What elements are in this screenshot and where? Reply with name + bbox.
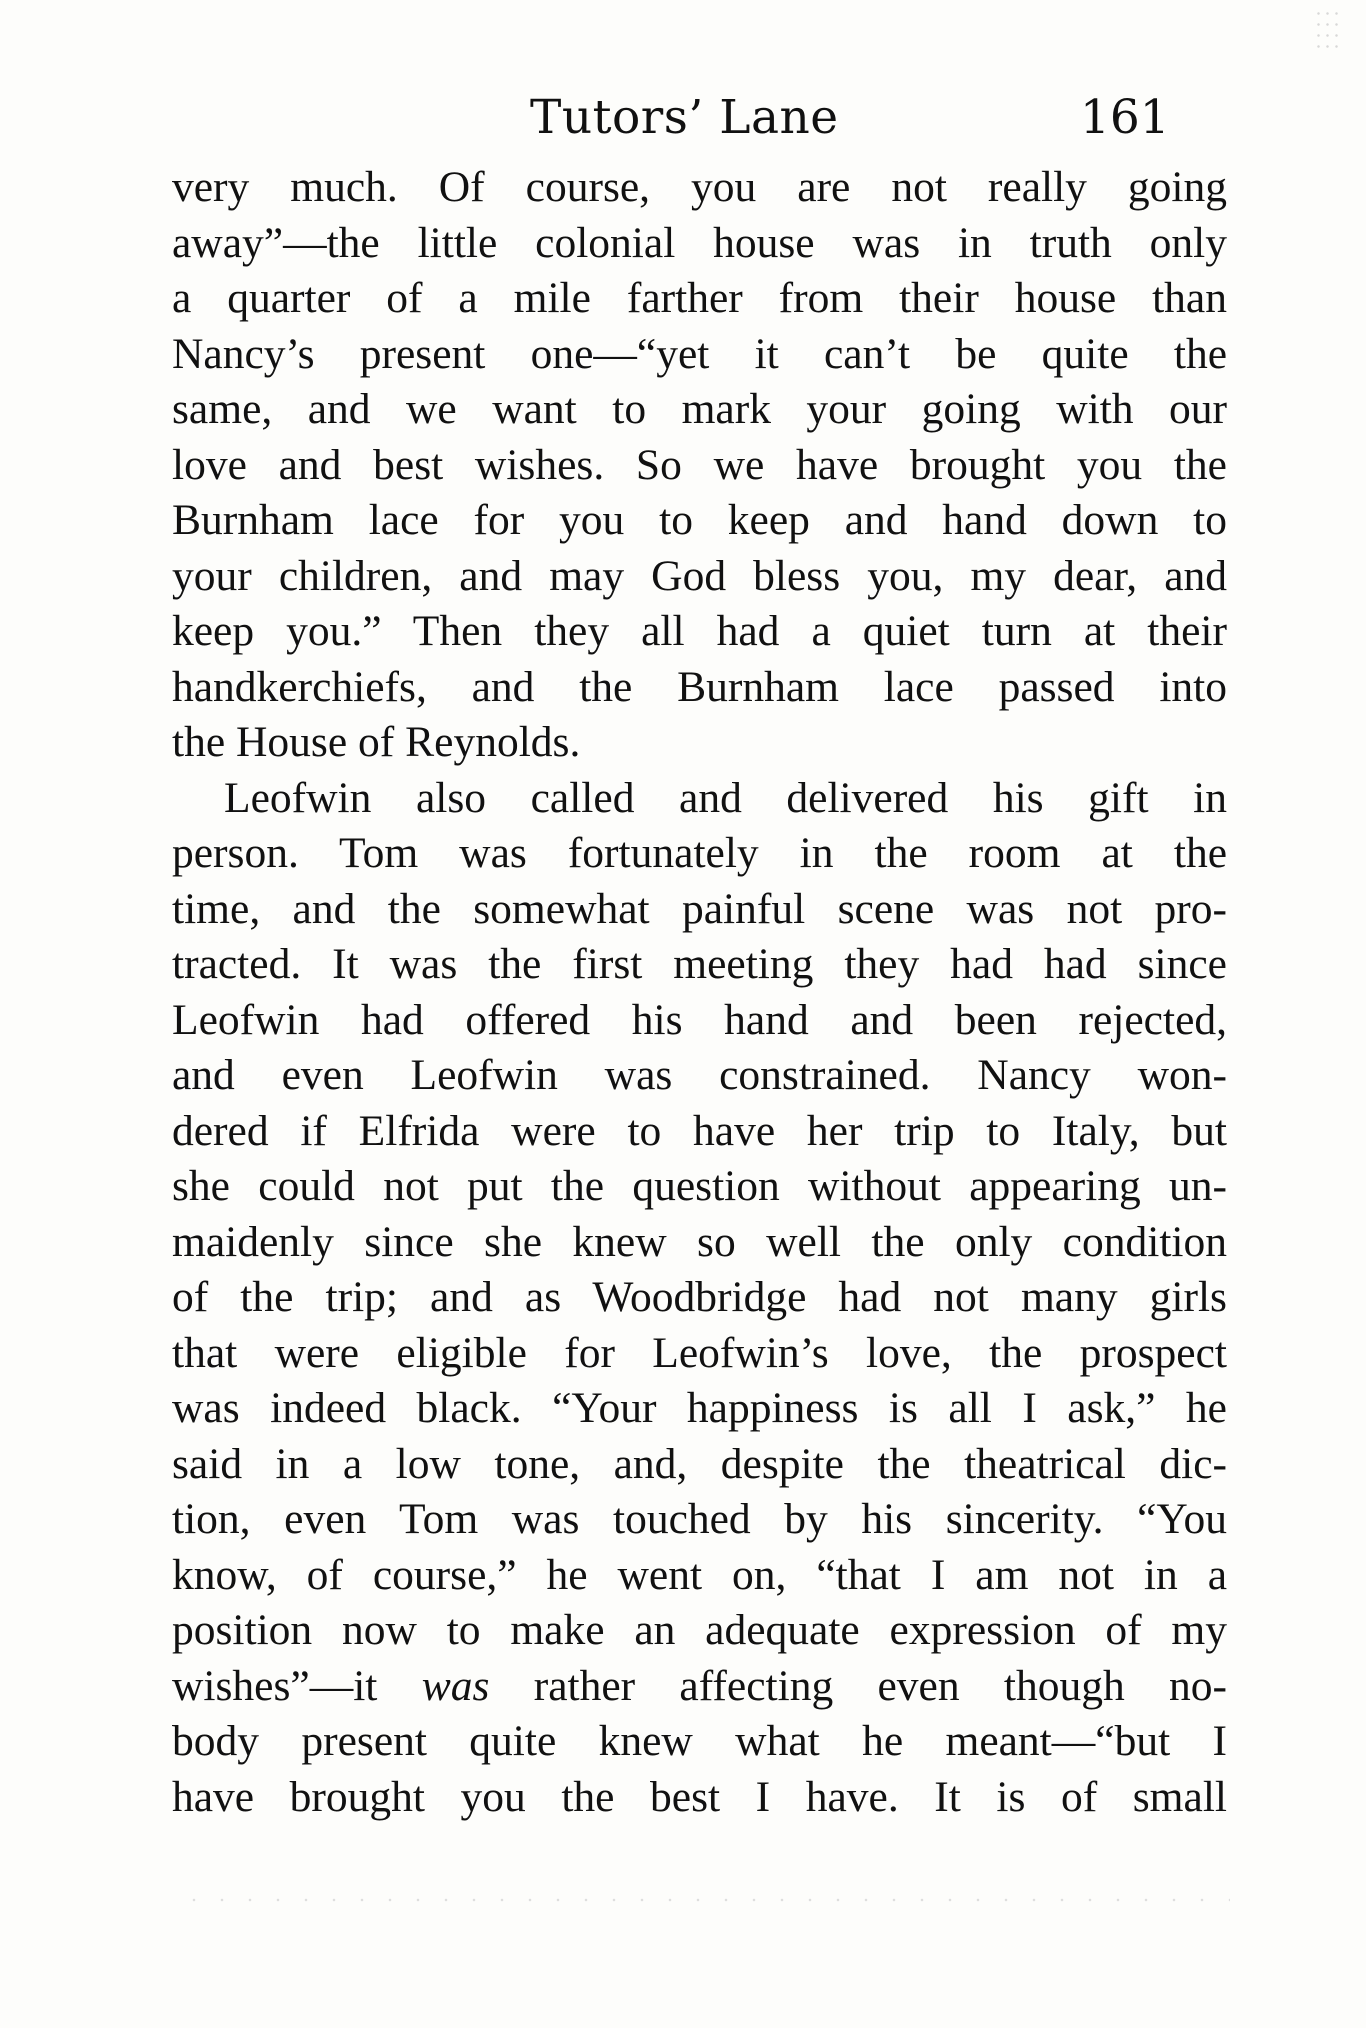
text-line: Leofwin had offered his hand and been rejected, [172, 995, 1227, 1044]
text-line: tion, even Tom was touched by his sincerity. “You [172, 1495, 1227, 1543]
text-line: a quarter of a mile farther from their house than [172, 274, 1227, 322]
text-line: time, and the somewhat painful scene was not pro- [172, 884, 1227, 933]
text-line: love and best wishes. So we have brought you the [172, 440, 1227, 489]
text-line: dered if Elfrida were to have her trip to Italy, but [172, 1106, 1227, 1155]
scan-artifact [180, 1898, 1230, 1902]
text-line: know, of course,” he went on, “that I am not in a [172, 1550, 1227, 1599]
text-line: she could not put the question without appearing un- [172, 1162, 1227, 1210]
text-line: Leofwin also called and delivered his gift in [224, 773, 1227, 822]
text-line: handkerchiefs, and the Burnham lace passed into [172, 662, 1227, 711]
body-text [172, 160, 1227, 1825]
text-segment: rather affecting even though no- [533, 1661, 1228, 1710]
italic-word: was [421, 1661, 490, 1710]
scan-speck [1314, 8, 1344, 48]
text-line: position now to make an adequate expression of my [172, 1606, 1227, 1654]
text-line: and even Leofwin was constrained. Nancy won- [172, 1051, 1227, 1099]
running-title: Tutors’ Lane [530, 90, 839, 145]
text-line: very much. Of course, you are not really going [172, 163, 1227, 211]
text-line: said in a low tone, and, despite the theatrical dic- [172, 1439, 1227, 1488]
text-line: keep you.” Then they all had a quiet turn at their [172, 607, 1227, 655]
text-line: away”—the little colonial house was in truth only [172, 218, 1227, 267]
text-line: of the trip; and as Woodbridge had not many girls [172, 1273, 1227, 1321]
text-line: tracted. It was the first meeting they had had since [172, 940, 1227, 988]
text-line: that were eligible for Leofwin’s love, the prospect [172, 1328, 1227, 1377]
text-line: person. Tom was fortunately in the room at the [172, 829, 1227, 877]
text-line: have brought you the best I have. It is of small [172, 1772, 1227, 1821]
text-line: Burnham lace for you to keep and hand down to [172, 496, 1227, 544]
text-line: same, and we want to mark your going with our [172, 385, 1227, 433]
page-number: 161 [1080, 90, 1170, 145]
text-line [172, 1659, 1227, 1715]
text-segment: wishes”—it [172, 1661, 378, 1710]
text-line: your children, and may God bless you, my dear, and [172, 551, 1227, 600]
text-line: maidenly since she knew so well the only condition [172, 1217, 1227, 1266]
text-line: Nancy’s present one—“yet it can’t be quite the [172, 329, 1227, 378]
text-line: was indeed black. “Your happiness is all I ask,” he [172, 1384, 1227, 1432]
text-line: the House of Reynolds. [172, 718, 581, 766]
text-line: body present quite knew what he meant—“but I [172, 1717, 1227, 1765]
